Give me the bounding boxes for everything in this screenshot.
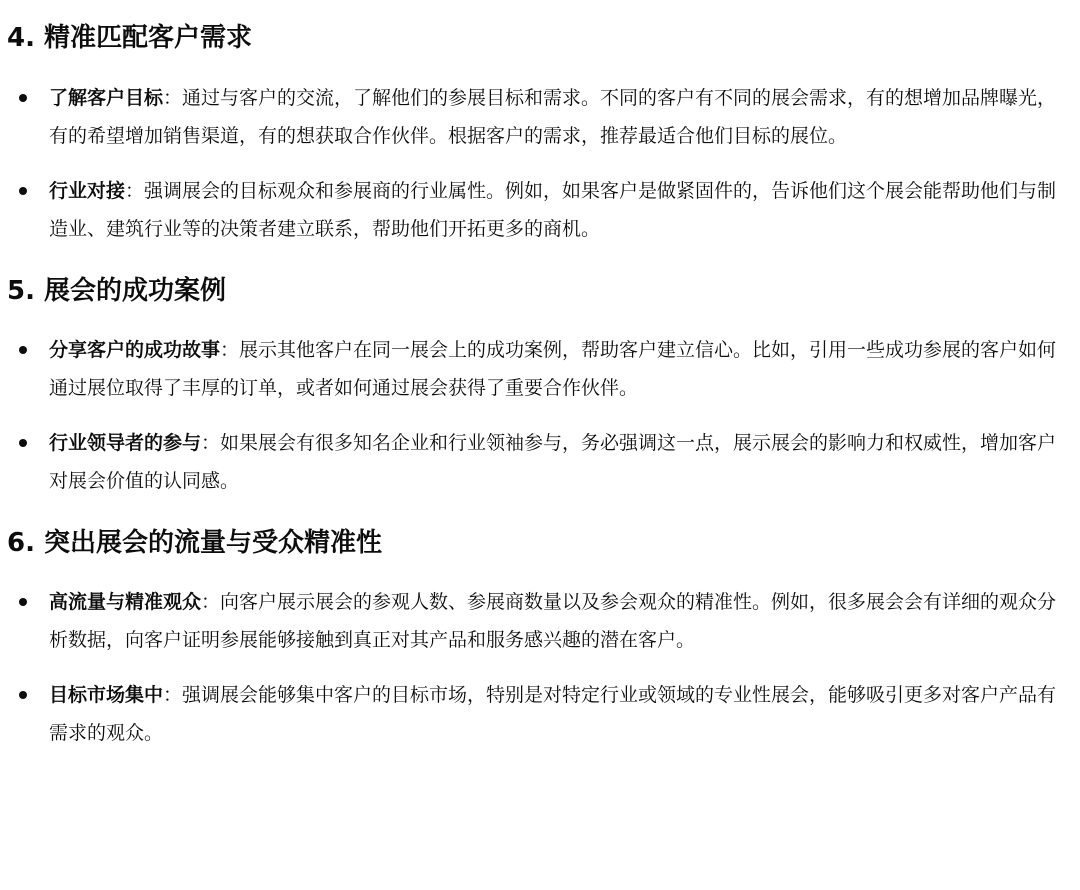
- item-separator: ：: [163, 684, 183, 706]
- item-term: 分享客户的成功故事: [49, 339, 221, 361]
- item-separator: ：: [201, 432, 221, 454]
- bullet-point-icon: [19, 439, 27, 447]
- bullet-list: [7, 79, 1067, 248]
- list-item: [7, 676, 1067, 752]
- item-separator: ：: [125, 180, 145, 202]
- bullet-list: [7, 583, 1067, 752]
- item-text: 展示其他客户在同一展会上的成功案例，帮助客户建立信心。比如，引用一些成功参展的客户如何通过展位取得了丰厚的订单，或者如何通过展会获得了重要合作伙伴。: [49, 339, 1057, 399]
- item-term: 行业领导者的参与: [49, 432, 202, 454]
- bullet-point-icon: [19, 598, 27, 606]
- item-term: 目标市场集中: [49, 684, 164, 706]
- list-item: [7, 79, 1067, 155]
- item-text: 强调展会的目标观众和参展商的行业属性。例如，如果客户是做紧固件的，告诉他们这个展会能帮助他们与制造业、建筑行业等的决策者建立联系，帮助他们开拓更多的商机。: [49, 180, 1057, 240]
- list-item: [7, 583, 1067, 659]
- bullet-point-icon: [19, 346, 27, 354]
- list-item: [7, 331, 1067, 407]
- item-separator: ：: [220, 339, 240, 361]
- item-text: 强调展会能够集中客户的目标市场，特别是对特定行业或领域的专业性展会，能够吸引更多对客户产品有需求的观众。: [49, 684, 1057, 744]
- section-heading: 6. 突出展会的流量与受众精准性: [7, 528, 383, 558]
- item-text: 通过与客户的交流，了解他们的参展目标和需求。不同的客户有不同的展会需求，有的想增加品牌曝光，有的希望增加销售渠道，有的想获取合作伙伴。根据客户的需求，推荐最适合他们目标的展位。: [49, 87, 1057, 147]
- list-item: [7, 424, 1067, 500]
- bullet-point-icon: [19, 94, 27, 102]
- section-heading: 5. 展会的成功案例: [7, 276, 227, 306]
- item-term: 行业对接: [49, 180, 126, 202]
- bullet-list: [7, 331, 1067, 500]
- bullet-point-icon: [19, 187, 27, 195]
- item-separator: ：: [163, 87, 183, 109]
- bullet-point-icon: [19, 691, 27, 699]
- list-item: [7, 172, 1067, 248]
- document-content: [7, 18, 1067, 752]
- item-separator: ：: [201, 591, 221, 613]
- item-text: 如果展会有很多知名企业和行业领袖参与，务必强调这一点，展示展会的影响力和权威性，增加客户对展会价值的认同感。: [49, 432, 1057, 492]
- item-term: 高流量与精准观众: [49, 591, 202, 613]
- section-heading: 4. 精准匹配客户需求: [7, 23, 253, 53]
- item-text: 向客户展示展会的参观人数、参展商数量以及参会观众的精准性。例如，很多展会会有详细的观众分析数据，向客户证明参展能够接触到真正对其产品和服务感兴趣的潜在客户。: [49, 591, 1057, 651]
- item-term: 了解客户目标: [49, 87, 164, 109]
